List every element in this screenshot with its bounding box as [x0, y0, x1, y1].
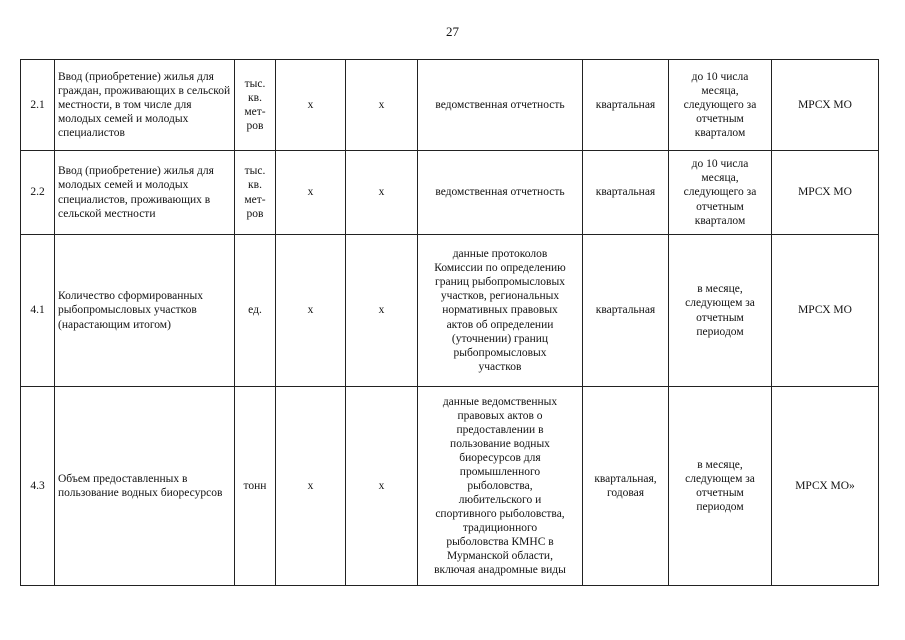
data-source: ведомственная отчетность: [418, 151, 583, 235]
row-number: 2.2: [21, 151, 55, 235]
indicator-name: Объем предоставленных в пользование водных биоресурсов: [55, 387, 235, 586]
unit: тонн: [235, 387, 276, 586]
periodicity: квартальная, годовая: [583, 387, 669, 586]
table-row: [21, 151, 879, 235]
value-cell: х: [276, 235, 346, 387]
deadline: до 10 числа месяца, следующего за отчетным кварталом: [669, 60, 772, 151]
value-cell: х: [276, 151, 346, 235]
deadline: в месяце, следующем за отчетным периодом: [669, 387, 772, 586]
value-cell: х: [346, 60, 418, 151]
responsible: МРСХ МО: [772, 151, 879, 235]
value-cell: х: [346, 387, 418, 586]
table-row: [21, 60, 879, 151]
page-number: 27: [446, 24, 459, 39]
data-source: ведомственная отчетность: [418, 60, 583, 151]
periodicity: квартальная: [583, 151, 669, 235]
indicator-name: Ввод (приобретение) жилья для молодых семей и молодых специалистов, проживающих в сельской местности: [55, 151, 235, 235]
unit: ед.: [235, 235, 276, 387]
table-row: [21, 387, 879, 586]
row-number: 4.3: [21, 387, 55, 586]
row-number: 4.1: [21, 235, 55, 387]
responsible: МРСХ МО»: [772, 387, 879, 586]
indicator-name: Количество сформированных рыбопромысловых участков (нарастающим итогом): [55, 235, 235, 387]
value-cell: х: [276, 60, 346, 151]
indicator-table: [20, 59, 879, 586]
responsible: МРСХ МО: [772, 60, 879, 151]
responsible: МРСХ МО: [772, 235, 879, 387]
value-cell: х: [346, 151, 418, 235]
deadline: до 10 числа месяца, следующего за отчетным кварталом: [669, 151, 772, 235]
value-cell: х: [346, 235, 418, 387]
data-source: данные протоколов Комиссии по определению границ рыбопромысловых участков, региональных нормативных правовых актов об определении (уточнении) границ рыбопромысловых участков: [418, 235, 583, 387]
unit: тыс. кв. мет- ров: [235, 151, 276, 235]
periodicity: квартальная: [583, 60, 669, 151]
periodicity: квартальная: [583, 235, 669, 387]
value-cell: х: [276, 387, 346, 586]
data-source: данные ведомственных правовых актов о предоставлении в пользование водных биоресурсов для промышленного рыболовства, любительского и спортивного рыболовства, традиционного рыболовства КМНС в Мурманской области, включая анадромные виды: [418, 387, 583, 586]
unit: тыс. кв. мет- ров: [235, 60, 276, 151]
deadline: в месяце, следующем за отчетным периодом: [669, 235, 772, 387]
row-number: 2.1: [21, 60, 55, 151]
indicator-name: Ввод (приобретение) жилья для граждан, проживающих в сельской местности, в том числе для молодых семей и молодых специалистов: [55, 60, 235, 151]
table-row: [21, 235, 879, 387]
